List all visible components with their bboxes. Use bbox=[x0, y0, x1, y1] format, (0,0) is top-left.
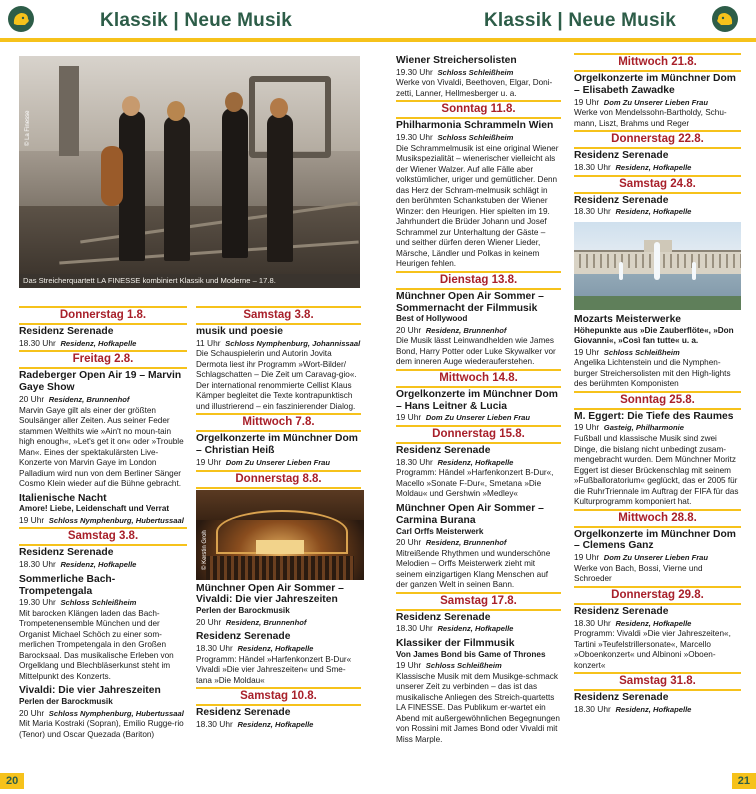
photo-caption: Das Streicherquartett LA FINESSE kombiniert Klassik und Moderne – 17.8. bbox=[19, 274, 360, 288]
event-venue: Dom Zu Unserer Lieben Frau bbox=[425, 413, 531, 423]
event-time-place bbox=[396, 67, 561, 79]
event-title: Orgelkonzerte im Münchner Dom – Elisabeth Zawadke bbox=[574, 73, 736, 96]
date-heading: Samstag 10.8. bbox=[196, 690, 361, 703]
event-time: 20 Uhr bbox=[396, 536, 422, 547]
event-subtitle: Von James Bond bis Game of Thrones bbox=[396, 649, 546, 659]
event-description: Klassische Musik mit dem Musikge-schmack unserer Zeit zu verbinden – das ist das musikalische Anliegen des Streich-quartetts LA FINESSE. Das Publikum er-wartet ein Abend mit außergewöhnlichen Begegnungen von Rossini mit James Bond oder Vivaldi mit Miss Marple. bbox=[396, 671, 560, 744]
event-time: 18.30 Uhr bbox=[574, 206, 611, 217]
event-time: 18.30 Uhr bbox=[396, 456, 433, 467]
event-venue: Residenz, Hofkapelle bbox=[437, 457, 514, 467]
event-description: Die Schrammelmusik ist eine original Wiener Musikspezialität – wienerischer vielleicht als der Wiener Walzer. Auf alle Fälle aber volkstümlicher, uriger und gemütlicher. Denn das Herz der Schram-melmusik schlägt in den berühmten Schankstuben der Wiener Winzer: den Heurigen. Hier spielten im 19. Jahrhundert die Brüder Johann und Josef Schrammel zur Unterhaltung der Gäste – und seither dürfen deren Wiener Lieder, Märsche, Ländler und Polkas in keinem Heurigen fehlen. bbox=[396, 143, 559, 269]
lion-logo-icon bbox=[712, 6, 738, 32]
event-venue: Residenz, Hofkapelle bbox=[237, 643, 314, 653]
event-title: Orgelkonzerte im Münchner Dom – Hans Leitner & Lucia bbox=[396, 388, 558, 412]
event-time-place bbox=[574, 618, 741, 630]
event-time: 19.30 Uhr bbox=[19, 597, 56, 608]
header-divider bbox=[0, 38, 756, 42]
date-heading: Samstag 24.8. bbox=[574, 178, 741, 191]
event-venue: Residenz, Hofkapelle bbox=[437, 624, 514, 634]
event-title: Orgelkonzerte im Münchner Dom – Clemens Ganz bbox=[574, 528, 736, 552]
event-description: Programm: Händel »Harfenkonzert B-Dur«, Macello »Sonate F-Dur«, Smetana »Die Moldau« und Gershwin »Medley« bbox=[396, 468, 554, 499]
date-heading: Mittwoch 7.8. bbox=[196, 416, 361, 429]
date-heading: Samstag 31.8. bbox=[574, 675, 741, 688]
event-description: Mit Maria Kostraki (Sopran), Emilio Rugge-rio (Tenor) und Oscar Quezada (Bariton) bbox=[19, 719, 184, 739]
event-description: Programm: Händel »Harfenkonzert B-Dur« Vivaldi »Die vier Jahreszeiten« und Sme-tana »Die Moldau« bbox=[196, 654, 352, 685]
event-subtitle: Perlen der Barockmusik bbox=[196, 606, 290, 616]
event-time: 20 Uhr bbox=[19, 393, 45, 404]
event-time-place bbox=[396, 457, 561, 469]
event-time: 20 Uhr bbox=[19, 707, 45, 718]
event-venue: Residenz, Hofkapelle bbox=[615, 704, 692, 714]
event-time: 19 Uhr bbox=[396, 412, 422, 423]
event-description: Marvin Gaye gilt als einer der größten Soulsänger aller Zeiten. Aus seiner Feder stammen Welthits wie »Ain't no moun-tain high enough«, »Let's get it on« oder »Trouble Man«. Eines der spektakulärsten Live-Konzerte von Marvin Gaye im London Palladium wird nun von dem Berliner Sänger Cosmo Klein wieder auf die Bühne gebracht. bbox=[19, 405, 184, 489]
event-time-place bbox=[396, 537, 561, 549]
event-time-place bbox=[574, 162, 741, 174]
date-heading: Freitag 2.8. bbox=[19, 353, 187, 366]
event-venue: Residenz, Brunnenhof bbox=[48, 394, 130, 404]
lion-logo-icon bbox=[8, 6, 34, 32]
event-time-place bbox=[19, 515, 187, 527]
event-time: 18.30 Uhr bbox=[574, 161, 611, 172]
event-title: Orgelkonzerte im Münchner Dom – Christian Heiß bbox=[196, 433, 358, 457]
event-title: M. Eggert: Die Tiefe des Raumes bbox=[574, 410, 734, 422]
event-venue: Residenz, Brunnenhof bbox=[425, 537, 507, 547]
event-title: Wiener Streichersolisten bbox=[396, 55, 517, 66]
event-time: 18.30 Uhr bbox=[196, 718, 233, 729]
event-venue: Dom Zu Unserer Lieben Frau bbox=[225, 457, 331, 467]
quartet-photo bbox=[19, 56, 360, 274]
event-time-place bbox=[19, 597, 187, 609]
date-heading: Mittwoch 28.8. bbox=[574, 512, 741, 525]
event-time: 11 Uhr bbox=[196, 337, 221, 348]
event-description: Werke von Mendelssohn-Bartholdy, Schu-mann, Liszt, Brahms und Reger bbox=[574, 108, 727, 128]
section-title-left: Klassik | Neue Musik bbox=[100, 10, 293, 31]
date-heading: Mittwoch 21.8. bbox=[574, 56, 741, 69]
event-title: Vivaldi: Die vier Jahreszeiten bbox=[19, 685, 161, 697]
event-time-place bbox=[196, 457, 361, 469]
event-description: Programm: Vivaldi »Die vier Jahreszeiten«, Tartini »Teufelstrillersonate«, Marcello »Oboenkonzert« und Albinoni »Oboen-konzert« bbox=[574, 629, 731, 670]
event-time: 20 Uhr bbox=[196, 616, 222, 627]
event-time-place bbox=[196, 617, 361, 629]
event-venue: Schloss Schleißheim bbox=[437, 133, 514, 143]
event-time-place bbox=[19, 394, 187, 406]
event-venue: Residenz, Hofkapelle bbox=[60, 560, 137, 570]
event-title: Radeberger Open Air 19 – Marvin Gaye Show bbox=[19, 370, 182, 394]
page-header bbox=[0, 0, 756, 38]
event-description: Die Musik lässt Leinwandhelden wie James Bond, Harry Potter oder Luke Skywalker vor dem inneren Auge wiederauferstehen. bbox=[396, 336, 556, 367]
date-heading: Samstag 3.8. bbox=[196, 309, 361, 322]
event-title: Residenz Serenade bbox=[574, 692, 669, 704]
event-time: 18.30 Uhr bbox=[396, 623, 433, 634]
event-venue: Residenz, Hofkapelle bbox=[60, 338, 137, 348]
date-heading: Dienstag 13.8. bbox=[396, 274, 561, 287]
event-venue: Residenz, Hofkapelle bbox=[615, 618, 692, 628]
event-time-place bbox=[19, 559, 187, 571]
event-time-place bbox=[396, 412, 561, 424]
event-description: Werke von Bach, Bossi, Vierne und Schroeder bbox=[574, 563, 703, 584]
event-title: Residenz Serenade bbox=[396, 611, 491, 623]
event-title: Italienische Nacht bbox=[19, 492, 107, 504]
event-title: Residenz Serenade bbox=[19, 326, 114, 337]
event-title: Klassiker der Filmmusik bbox=[396, 637, 515, 649]
event-venue: Schloss Nymphenburg, Hubertussaal bbox=[48, 515, 184, 525]
event-description: Angelika Lichtenstein und die Nymphen-burger Streichersolisten mit den High-lights des berühmten Komponisten bbox=[574, 358, 731, 389]
event-venue: Dom Zu Unserer Lieben Frau bbox=[603, 553, 709, 563]
event-venue: Schloss Schleißheim bbox=[603, 347, 680, 357]
event-time: 19 Uhr bbox=[574, 552, 600, 563]
event-title: Münchner Open Air Sommer – Sommernacht der Filmmusik bbox=[396, 290, 544, 314]
event-time: 19 Uhr bbox=[574, 346, 600, 357]
event-venue: Residenz, Hofkapelle bbox=[615, 162, 692, 172]
event-time: 19 Uhr bbox=[19, 514, 45, 525]
event-title: musik und poesie bbox=[196, 326, 283, 337]
event-subtitle: Carl Orffs Meisterwerk bbox=[396, 526, 484, 536]
date-heading: Donnerstag 22.8. bbox=[574, 133, 741, 146]
event-time-place bbox=[574, 552, 741, 564]
event-time-place bbox=[396, 623, 561, 635]
event-description: Fußball und klassische Musik sind zwei Dinge, die bislang nicht unbedingt zusam-mengebracht wurden. Dem Münchner Moritz Eggert ist dieser Brückenschlag mit seinem »Fußballoratorium« geglückt, das er 2005 für die RuhrTriennale im Auftrag der FIFA für das Kulturprogramm komponiert hat. bbox=[574, 434, 739, 507]
event-time-place bbox=[196, 643, 361, 655]
date-heading: Donnerstag 29.8. bbox=[574, 589, 741, 602]
event-time: 18.30 Uhr bbox=[574, 703, 611, 714]
date-heading: Sonntag 25.8. bbox=[574, 394, 741, 407]
event-time-place bbox=[196, 719, 361, 731]
event-time: 19.30 Uhr bbox=[396, 132, 433, 143]
program-column-1 bbox=[19, 305, 187, 740]
event-title: Residenz Serenade bbox=[196, 631, 291, 643]
event-time: 18.30 Uhr bbox=[19, 337, 56, 348]
event-venue: Residenz, Hofkapelle bbox=[237, 719, 314, 729]
event-description: Mit barocken Klängen laden das Bach-Trompetenensemble München und der Organist Michael Schöch zu einer som-merlichen Trompetengala in den Großen Barocksaal. Das musikalische Erleben von Orgelklang und Blechbläserkunst steht im Mittelpunkt des Konzerts. bbox=[19, 608, 174, 681]
event-title: Residenz Serenade bbox=[396, 445, 491, 457]
event-time-place bbox=[574, 422, 741, 434]
event-time: 20 Uhr bbox=[396, 324, 422, 335]
event-description: Werke von Vivaldi, Beethoven, Elgar, Doni-zetti, Lanner, Hellmesberger u. a. bbox=[396, 78, 553, 98]
photo-credit: © Kerstin Groh bbox=[202, 529, 208, 570]
event-time-place bbox=[574, 347, 741, 359]
event-title: Philharmonia Schrammeln Wien bbox=[396, 120, 554, 132]
event-venue: Residenz, Brunnenhof bbox=[425, 325, 507, 335]
event-time-place bbox=[574, 206, 741, 218]
event-title: Mozarts Meisterwerke bbox=[574, 313, 682, 325]
event-venue: Schloss Schleißheim bbox=[60, 598, 137, 608]
event-title: Münchner Open Air Sommer – Vivaldi: Die vier Jahreszeiten bbox=[196, 582, 344, 606]
event-title: Residenz Serenade bbox=[196, 707, 291, 719]
event-time-place bbox=[574, 97, 741, 109]
page-number-left: 20 bbox=[0, 773, 24, 789]
date-heading: Donnerstag 15.8. bbox=[396, 428, 561, 441]
event-subtitle: Best of Hollywood bbox=[396, 314, 468, 324]
event-title: Residenz Serenade bbox=[574, 605, 669, 617]
event-venue: Residenz, Brunnenhof bbox=[225, 617, 307, 627]
program-column-3 bbox=[396, 52, 561, 745]
event-time: 19 Uhr bbox=[574, 422, 600, 433]
event-time: 18.30 Uhr bbox=[196, 642, 233, 653]
event-title: Residenz Serenade bbox=[574, 150, 669, 162]
event-venue: Residenz, Hofkapelle bbox=[615, 207, 692, 217]
event-venue: Dom Zu Unserer Lieben Frau bbox=[603, 97, 709, 107]
event-time: 18.30 Uhr bbox=[19, 559, 56, 570]
event-subtitle: Höhepunkte aus »Die Zauberflöte«, »Don Giovanni«, »Così fan tutte« u. a. bbox=[574, 325, 734, 346]
photo-credit: © La Finesse bbox=[25, 110, 31, 146]
event-time-place bbox=[396, 325, 561, 337]
date-heading: Donnerstag 8.8. bbox=[196, 473, 361, 486]
program-column-2 bbox=[196, 305, 361, 730]
event-title: Residenz Serenade bbox=[19, 547, 114, 559]
palace-photo bbox=[574, 222, 741, 310]
event-venue: Schloss Schleißheim bbox=[437, 67, 514, 77]
event-time: 19 Uhr bbox=[396, 660, 422, 671]
date-heading: Donnerstag 1.8. bbox=[19, 309, 187, 322]
event-description: Mitreißende Rhythmen und wunderschöne Melodien – Orffs Meisterwerk zieht mit seinem einzigartigen Klang Menschen auf der ganzen Welt in seinen Bann. bbox=[396, 548, 551, 590]
event-time: 19.30 Uhr bbox=[396, 66, 433, 77]
program-column-4 bbox=[574, 52, 741, 716]
event-venue: Schloss Schleißheim bbox=[425, 661, 502, 671]
event-time-place bbox=[574, 704, 741, 716]
section-title-right: Klassik | Neue Musik bbox=[484, 10, 677, 31]
event-time-place bbox=[19, 708, 187, 720]
event-venue: Schloss Nymphenburg, Hubertussaal bbox=[48, 708, 184, 718]
event-venue: Schloss Nymphenburg, Johannissaal bbox=[225, 338, 361, 348]
event-time-place bbox=[396, 132, 561, 144]
date-heading: Mittwoch 14.8. bbox=[396, 372, 561, 385]
event-time: 19 Uhr bbox=[574, 96, 600, 107]
event-time-place bbox=[196, 338, 361, 350]
event-title: Residenz Serenade bbox=[574, 194, 669, 206]
event-title: Sommerliche Bach-Trompetengala bbox=[19, 573, 116, 597]
event-venue: Gasteig, Philharmonie bbox=[603, 423, 684, 433]
event-time: 19 Uhr bbox=[196, 456, 222, 467]
event-time-place bbox=[396, 660, 561, 672]
event-subtitle: Perlen der Barockmusik bbox=[19, 697, 113, 707]
date-heading: Samstag 3.8. bbox=[19, 530, 187, 543]
date-heading: Samstag 17.8. bbox=[396, 595, 561, 608]
event-description: Die Schauspielerin und Autorin Jovita Dermota liest ihr Programm »Wort-Bilder/ Schlagschatten – Die Zeit um Caravag-gio«. Der international renommierte Cellist Klaus Kämper begleitet die Texte kontrapunktisch und illustrierend – ein faszinierender Dialog. bbox=[196, 349, 357, 411]
date-heading: Sonntag 11.8. bbox=[396, 103, 561, 116]
event-time: 18.30 Uhr bbox=[574, 617, 611, 628]
event-subtitle: Amore! Liebe, Leidenschaft und Verrat bbox=[19, 504, 170, 514]
event-title: Münchner Open Air Sommer – Carmina Burana bbox=[396, 502, 544, 526]
event-time-place bbox=[19, 338, 187, 350]
page-number-right: 21 bbox=[732, 773, 756, 789]
concert-hall-photo bbox=[196, 490, 364, 580]
